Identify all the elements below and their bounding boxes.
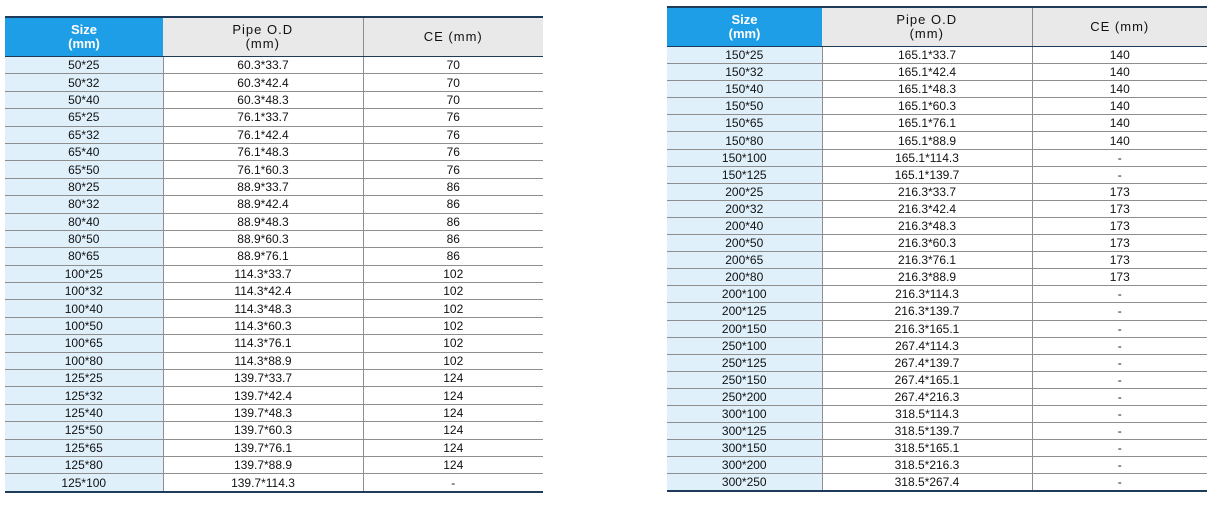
table-row bbox=[667, 81, 1207, 98]
ce-cell: - bbox=[1032, 149, 1207, 166]
size-cell: 200*40 bbox=[667, 217, 822, 234]
table-row bbox=[667, 200, 1207, 217]
table-row bbox=[5, 422, 543, 439]
ce-cell: - bbox=[1032, 371, 1207, 388]
table-row bbox=[667, 235, 1207, 252]
pipe-od-cell: 60.3*33.7 bbox=[163, 57, 363, 74]
table-row bbox=[667, 149, 1207, 166]
size-cell: 150*80 bbox=[667, 132, 822, 149]
size-cell: 150*25 bbox=[667, 47, 822, 64]
pipe-od-cell: 114.3*33.7 bbox=[163, 265, 363, 282]
ce-cell: 102 bbox=[363, 283, 543, 300]
pipe-od-cell: 60.3*48.3 bbox=[163, 91, 363, 108]
size-cell: 200*25 bbox=[667, 183, 822, 200]
pipe-od-cell: 216.3*88.9 bbox=[822, 269, 1032, 286]
table-row bbox=[5, 387, 543, 404]
ce-cell: - bbox=[1032, 388, 1207, 405]
table-row bbox=[5, 370, 543, 387]
ce-cell: - bbox=[1032, 337, 1207, 354]
table-row bbox=[5, 248, 543, 265]
ce-cell: 86 bbox=[363, 196, 543, 213]
ce-cell: 70 bbox=[363, 57, 543, 74]
pipe-od-cell: 88.9*48.3 bbox=[163, 213, 363, 230]
pipe-od-cell: 139.7*42.4 bbox=[163, 387, 363, 404]
table-row bbox=[5, 178, 543, 195]
table-body-left bbox=[5, 57, 543, 492]
table-row bbox=[667, 440, 1207, 457]
pipe-od-cell: 88.9*42.4 bbox=[163, 196, 363, 213]
table-row bbox=[5, 335, 543, 352]
pipe-od-cell: 165.1*60.3 bbox=[822, 98, 1032, 115]
ce-cell: 173 bbox=[1032, 252, 1207, 269]
pipe-od-cell: 88.9*33.7 bbox=[163, 178, 363, 195]
pipe-od-cell: 216.3*114.3 bbox=[822, 286, 1032, 303]
size-cell: 200*50 bbox=[667, 235, 822, 252]
pipe-od-cell: 318.5*165.1 bbox=[822, 440, 1032, 457]
pipe-od-header-label: Pipe O.D bbox=[896, 12, 958, 28]
size-cell: 300*125 bbox=[667, 423, 822, 440]
size-cell: 100*80 bbox=[5, 352, 163, 369]
size-cell: 100*25 bbox=[5, 265, 163, 282]
ce-cell: - bbox=[1032, 474, 1207, 492]
pipe-od-cell: 88.9*76.1 bbox=[163, 248, 363, 265]
ce-cell: 124 bbox=[363, 439, 543, 456]
table-row bbox=[5, 439, 543, 456]
table-row bbox=[5, 74, 543, 91]
table-row bbox=[667, 371, 1207, 388]
size-cell: 200*65 bbox=[667, 252, 822, 269]
table-row bbox=[5, 456, 543, 473]
pipe-od-cell: 165.1*76.1 bbox=[822, 115, 1032, 132]
table-row bbox=[5, 196, 543, 213]
size-cell: 80*50 bbox=[5, 230, 163, 247]
size-cell: 200*125 bbox=[667, 303, 822, 320]
ce-cell: 76 bbox=[363, 143, 543, 160]
table-row bbox=[5, 126, 543, 143]
size-cell: 150*125 bbox=[667, 166, 822, 183]
table-row bbox=[667, 252, 1207, 269]
ce-cell: 102 bbox=[363, 300, 543, 317]
ce-cell: 124 bbox=[363, 456, 543, 473]
size-cell: 250*150 bbox=[667, 371, 822, 388]
ce-cell: 173 bbox=[1032, 183, 1207, 200]
pipe-od-cell: 114.3*42.4 bbox=[163, 283, 363, 300]
size-header-label: Size bbox=[70, 22, 97, 38]
pipe-od-cell: 267.4*139.7 bbox=[822, 354, 1032, 371]
pipe-od-cell: 216.3*33.7 bbox=[822, 183, 1032, 200]
size-cell: 100*65 bbox=[5, 335, 163, 352]
table-row bbox=[667, 98, 1207, 115]
table-row bbox=[667, 64, 1207, 81]
ce-cell: 140 bbox=[1032, 132, 1207, 149]
table-row bbox=[5, 404, 543, 421]
ce-cell: 124 bbox=[363, 370, 543, 387]
pipe-od-cell: 216.3*76.1 bbox=[822, 252, 1032, 269]
table-row bbox=[667, 388, 1207, 405]
pipe-od-header bbox=[163, 17, 363, 57]
size-cell: 300*250 bbox=[667, 474, 822, 492]
ce-cell: 86 bbox=[363, 213, 543, 230]
pipe-od-header-unit: (mm) bbox=[909, 26, 944, 41]
table-row bbox=[667, 115, 1207, 132]
ce-cell: 76 bbox=[363, 161, 543, 178]
ce-cell: 173 bbox=[1032, 217, 1207, 234]
size-cell: 150*100 bbox=[667, 149, 822, 166]
size-cell: 125*65 bbox=[5, 439, 163, 456]
size-cell: 200*150 bbox=[667, 320, 822, 337]
pipe-od-cell: 165.1*114.3 bbox=[822, 149, 1032, 166]
table-row bbox=[667, 423, 1207, 440]
table-body-right bbox=[667, 47, 1207, 492]
pipe-od-cell: 139.7*114.3 bbox=[163, 474, 363, 492]
table-row bbox=[667, 405, 1207, 422]
table-row bbox=[5, 283, 543, 300]
pipe-od-cell: 318.5*216.3 bbox=[822, 457, 1032, 474]
pipe-od-cell: 165.1*48.3 bbox=[822, 81, 1032, 98]
size-cell: 150*50 bbox=[667, 98, 822, 115]
ce-cell: - bbox=[1032, 405, 1207, 422]
pipe-size-table-right bbox=[667, 6, 1207, 492]
pipe-od-cell: 165.1*139.7 bbox=[822, 166, 1032, 183]
size-cell: 200*32 bbox=[667, 200, 822, 217]
pipe-od-cell: 139.7*33.7 bbox=[163, 370, 363, 387]
ce-cell: 140 bbox=[1032, 47, 1207, 64]
pipe-od-cell: 318.5*114.3 bbox=[822, 405, 1032, 422]
pipe-od-cell: 267.4*114.3 bbox=[822, 337, 1032, 354]
ce-header bbox=[363, 17, 543, 57]
pipe-od-cell: 139.7*48.3 bbox=[163, 404, 363, 421]
size-cell: 80*25 bbox=[5, 178, 163, 195]
ce-cell: 102 bbox=[363, 265, 543, 282]
pipe-od-cell: 216.3*165.1 bbox=[822, 320, 1032, 337]
table-row bbox=[5, 57, 543, 74]
table-row bbox=[667, 217, 1207, 234]
size-cell: 250*200 bbox=[667, 388, 822, 405]
table-row bbox=[5, 474, 543, 492]
size-cell: 150*32 bbox=[667, 64, 822, 81]
size-cell: 125*50 bbox=[5, 422, 163, 439]
size-cell: 150*40 bbox=[667, 81, 822, 98]
table-row bbox=[5, 230, 543, 247]
ce-cell: 70 bbox=[363, 74, 543, 91]
pipe-od-cell: 139.7*76.1 bbox=[163, 439, 363, 456]
table-row bbox=[5, 300, 543, 317]
table-row bbox=[667, 457, 1207, 474]
ce-cell: 124 bbox=[363, 404, 543, 421]
table-row bbox=[667, 474, 1207, 492]
ce-cell: 140 bbox=[1032, 81, 1207, 98]
pipe-od-cell: 139.7*88.9 bbox=[163, 456, 363, 473]
size-header bbox=[5, 17, 163, 57]
size-cell: 300*150 bbox=[667, 440, 822, 457]
pipe-od-cell: 318.5*139.7 bbox=[822, 423, 1032, 440]
ce-header-label: CE (mm) bbox=[1090, 19, 1150, 35]
size-cell: 80*32 bbox=[5, 196, 163, 213]
ce-cell: 102 bbox=[363, 352, 543, 369]
size-cell: 50*40 bbox=[5, 91, 163, 108]
ce-header-label: CE (mm) bbox=[423, 29, 483, 45]
table-row bbox=[667, 132, 1207, 149]
table-row bbox=[5, 265, 543, 282]
ce-cell: 102 bbox=[363, 317, 543, 334]
ce-cell: 86 bbox=[363, 178, 543, 195]
ce-cell: 70 bbox=[363, 91, 543, 108]
size-cell: 65*50 bbox=[5, 161, 163, 178]
pipe-od-cell: 76.1*48.3 bbox=[163, 143, 363, 160]
size-cell: 50*25 bbox=[5, 57, 163, 74]
size-cell: 300*100 bbox=[667, 405, 822, 422]
size-cell: 250*125 bbox=[667, 354, 822, 371]
ce-header bbox=[1032, 7, 1207, 47]
size-cell: 250*100 bbox=[667, 337, 822, 354]
pipe-od-cell: 76.1*60.3 bbox=[163, 161, 363, 178]
size-cell: 200*80 bbox=[667, 269, 822, 286]
ce-cell: - bbox=[1032, 286, 1207, 303]
ce-cell: - bbox=[1032, 440, 1207, 457]
ce-cell: - bbox=[1032, 320, 1207, 337]
table-row bbox=[667, 166, 1207, 183]
pipe-size-table-left bbox=[5, 16, 543, 493]
table-row bbox=[5, 161, 543, 178]
ce-cell: 76 bbox=[363, 109, 543, 126]
pipe-od-cell: 60.3*42.4 bbox=[163, 74, 363, 91]
size-cell: 100*40 bbox=[5, 300, 163, 317]
pipe-od-cell: 114.3*76.1 bbox=[163, 335, 363, 352]
pipe-od-cell: 216.3*60.3 bbox=[822, 235, 1032, 252]
table-row bbox=[5, 213, 543, 230]
pipe-od-cell: 318.5*267.4 bbox=[822, 474, 1032, 492]
table-row bbox=[667, 183, 1207, 200]
size-cell: 50*32 bbox=[5, 74, 163, 91]
pipe-od-cell: 114.3*60.3 bbox=[163, 317, 363, 334]
ce-cell: 86 bbox=[363, 230, 543, 247]
size-cell: 300*200 bbox=[667, 457, 822, 474]
pipe-od-header bbox=[822, 7, 1032, 47]
table-row bbox=[667, 337, 1207, 354]
size-cell: 65*25 bbox=[5, 109, 163, 126]
ce-cell: 140 bbox=[1032, 64, 1207, 81]
table-row bbox=[5, 91, 543, 108]
table-row bbox=[5, 109, 543, 126]
table-row bbox=[5, 352, 543, 369]
ce-cell: 173 bbox=[1032, 235, 1207, 252]
size-cell: 100*32 bbox=[5, 283, 163, 300]
ce-cell: 86 bbox=[363, 248, 543, 265]
size-cell: 80*65 bbox=[5, 248, 163, 265]
ce-cell: - bbox=[363, 474, 543, 492]
ce-cell: - bbox=[1032, 457, 1207, 474]
size-header-unit: (mm) bbox=[728, 26, 761, 41]
pipe-od-cell: 114.3*88.9 bbox=[163, 352, 363, 369]
table-row bbox=[5, 317, 543, 334]
pipe-od-cell: 165.1*33.7 bbox=[822, 47, 1032, 64]
pipe-od-cell: 216.3*48.3 bbox=[822, 217, 1032, 234]
ce-cell: 140 bbox=[1032, 98, 1207, 115]
table-row bbox=[667, 303, 1207, 320]
pipe-od-cell: 76.1*33.7 bbox=[163, 109, 363, 126]
ce-cell: - bbox=[1032, 166, 1207, 183]
pipe-od-cell: 114.3*48.3 bbox=[163, 300, 363, 317]
pipe-od-cell: 216.3*42.4 bbox=[822, 200, 1032, 217]
ce-cell: 102 bbox=[363, 335, 543, 352]
pipe-od-cell: 76.1*42.4 bbox=[163, 126, 363, 143]
size-cell: 150*65 bbox=[667, 115, 822, 132]
size-cell: 125*32 bbox=[5, 387, 163, 404]
size-cell: 200*100 bbox=[667, 286, 822, 303]
size-cell: 125*100 bbox=[5, 474, 163, 492]
table-row bbox=[5, 143, 543, 160]
size-cell: 100*50 bbox=[5, 317, 163, 334]
ce-cell: 140 bbox=[1032, 115, 1207, 132]
table-row bbox=[667, 286, 1207, 303]
pipe-od-cell: 165.1*88.9 bbox=[822, 132, 1032, 149]
size-cell: 125*40 bbox=[5, 404, 163, 421]
pipe-od-cell: 267.4*216.3 bbox=[822, 388, 1032, 405]
ce-cell: 173 bbox=[1032, 200, 1207, 217]
pipe-od-cell: 165.1*42.4 bbox=[822, 64, 1032, 81]
table-row bbox=[667, 269, 1207, 286]
pipe-od-header-unit: (mm) bbox=[245, 36, 280, 51]
size-header-unit: (mm) bbox=[68, 36, 100, 51]
size-cell: 125*25 bbox=[5, 370, 163, 387]
ce-cell: 124 bbox=[363, 387, 543, 404]
size-header-label: Size bbox=[731, 12, 758, 28]
size-header bbox=[667, 7, 822, 47]
table-row bbox=[667, 320, 1207, 337]
ce-cell: - bbox=[1032, 354, 1207, 371]
size-cell: 80*40 bbox=[5, 213, 163, 230]
ce-cell: - bbox=[1032, 423, 1207, 440]
table-row bbox=[667, 47, 1207, 64]
ce-cell: 173 bbox=[1032, 269, 1207, 286]
pipe-od-cell: 139.7*60.3 bbox=[163, 422, 363, 439]
pipe-od-cell: 267.4*165.1 bbox=[822, 371, 1032, 388]
pipe-od-header-label: Pipe O.D bbox=[232, 22, 294, 38]
table-row bbox=[667, 354, 1207, 371]
ce-cell: 76 bbox=[363, 126, 543, 143]
size-cell: 65*32 bbox=[5, 126, 163, 143]
pipe-od-cell: 216.3*139.7 bbox=[822, 303, 1032, 320]
size-cell: 65*40 bbox=[5, 143, 163, 160]
ce-cell: 124 bbox=[363, 422, 543, 439]
size-cell: 125*80 bbox=[5, 456, 163, 473]
pipe-od-cell: 88.9*60.3 bbox=[163, 230, 363, 247]
ce-cell: - bbox=[1032, 303, 1207, 320]
